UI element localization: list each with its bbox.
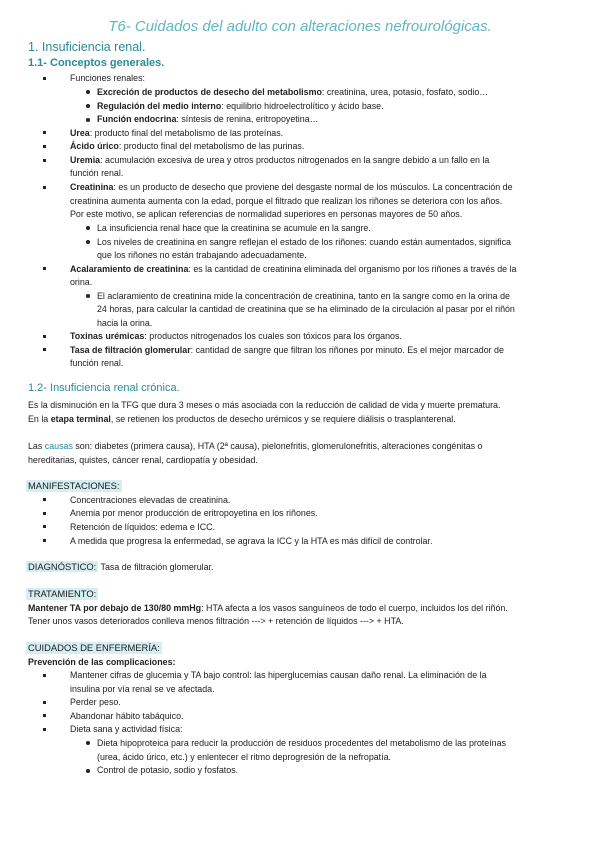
tratamiento-heading: TRATAMIENTO: [28, 588, 97, 599]
creatinina-item-cont: creatinina aumenta aumenta con la edad, porque el filtrado que realizan los riñones se deteriora con los años. [70, 196, 503, 206]
aclaramiento-sub-cont: 24 horas, para calcular la cantidad de creatinina que se ha eliminado de la circulación al pasar por el riñón [97, 304, 515, 314]
tratamiento-paragraph: Mantener TA por debajo de 130/80 mmHg: HTA afecta a los vasos sanguíneos de todo el cuerpo, incluidos los del riñón. [28, 603, 508, 613]
section-heading-1: 1. Insuficiencia renal. [28, 40, 146, 54]
round-bullet-icon [86, 240, 90, 244]
creatinina-sub: La insuficiencia renal hace que la creatinina se acumule en la sangre. [97, 223, 371, 233]
aclaramiento-sub: El aclaramiento de creatinina mide la concentración de creatinina, tanto en la sangre como en la orina de [97, 291, 510, 301]
list-item: Regulación del medio interno: equilibrio hidroelectrolítico y ácido base. [97, 101, 384, 111]
square-bullet-icon [43, 77, 46, 80]
square-bullet-icon [43, 674, 46, 677]
uremia-item-cont: función renal. [70, 168, 124, 178]
list-subitem: Dieta hipoproteica para reducir la producción de residuos procedentes del metabolismo de las proteínas [97, 738, 506, 748]
list-item: Excreción de productos de desecho del metabolismo: creatinina, urea, potasio, fosfato, sodio… [97, 87, 489, 97]
square-bullet-icon [43, 539, 46, 542]
square-bullet-icon [43, 186, 46, 189]
list-subitem: Control de potasio, sodio y fosfatos. [97, 765, 239, 775]
square-bullet-icon [43, 728, 46, 731]
funciones-label: Funciones renales: [70, 73, 145, 83]
irc-paragraph: Es la disminución en la TFG que dura 3 meses o más asociada con la reducción de calidad de vida y muerte prematura. [28, 400, 501, 410]
diagnostico-heading: DIAGNÓSTICO: [28, 561, 97, 572]
irc-paragraph-cont: En la etapa terminal, se retienen los productos de desecho urémicos y se requiere diálisis o trasplanterenal. [28, 414, 456, 424]
round-bullet-icon [86, 769, 90, 773]
creatinina-item: Creatinina: es un producto de desecho que proviene del desgaste normal de los músculos. La concentración de [70, 182, 513, 192]
tasa-item-cont: función renal. [70, 358, 124, 368]
manifestaciones-heading: MANIFESTACIONES: [28, 480, 120, 491]
list-item: Concentraciones elevadas de creatinina. [70, 495, 231, 505]
round-bullet-icon [86, 118, 90, 122]
uremia-item: Uremia: acumulación excesiva de urea y otros productos nitrogenados en la sangre debido a un fallo en la [70, 155, 490, 165]
page-title: T6- Cuidados del adulto con alteraciones nefrourológicas. [108, 18, 492, 35]
square-bullet-icon [43, 525, 46, 528]
urea-item: Urea: producto final del metabolismo de las proteínas. [70, 128, 284, 138]
toxinas-item: Toxinas urémicas: productos nitrogenados los cuales son tóxicos para los órganos. [70, 331, 402, 341]
list-item: Mantener cifras de glucemia y TA bajo control: las hiperglucemias causan daño renal. La eliminación de la [70, 670, 487, 680]
causas-paragraph: Las causas son: diabetes (primera causa), HTA (2ª causa), pielonefritis, glomerulonefritis, alteraciones congénitas o [28, 441, 483, 451]
list-item-cont: insulina por vía renal se ve afectada. [70, 684, 215, 694]
round-bullet-icon [86, 741, 90, 745]
square-bullet-icon [43, 498, 46, 501]
section-heading-1-1: 1.1- Conceptos generales. [28, 57, 165, 69]
square-bullet-icon [43, 159, 46, 162]
square-bullet-icon [43, 131, 46, 134]
list-item: Retención de líquidos: edema e ICC. [70, 522, 216, 532]
list-item: A medida que progresa la enfermedad, se agrava la ICC y la HTA es más difícil de controlar. [70, 536, 433, 546]
aclaramiento-item: Acalaramiento de creatinina: es la cantidad de creatinina eliminada del organismo por los riñones a través de la [70, 264, 517, 274]
aclaramiento-item-cont: orina. [70, 277, 93, 287]
round-bullet-icon [86, 294, 90, 298]
list-item: Abandonar hábito tabáquico. [70, 711, 184, 721]
tratamiento-paragraph-cont: Tener unos vasos deteriorados conlleva menos filtración ---> + retención de líquidos ---> + HTA. [28, 616, 404, 626]
aclaramiento-sub-cont: hacia la orina. [97, 318, 153, 328]
list-item: Función endocrina: síntesis de renina, eritropoyetina… [97, 114, 319, 124]
square-bullet-icon [43, 335, 46, 338]
creatinina-item-cont: Por este motivo, se aplican referencias de normalidad superiores en personas mayores de 50 años. [70, 209, 463, 219]
square-bullet-icon [43, 512, 46, 515]
square-bullet-icon [43, 267, 46, 270]
square-bullet-icon [43, 714, 46, 717]
list-item: Anemia por menor producción de eritropoyetina en los riñones. [70, 508, 318, 518]
list-subitem-cont: (urea, ácido úrico, etc.) y enlentecer el ritmo deprogresión de la nefropatía. [97, 752, 392, 762]
creatinina-sub-cont: que los riñones no están trabajando adecuadamente. [97, 250, 307, 260]
square-bullet-icon [43, 348, 46, 351]
tasa-item: Tasa de filtración glomerular: cantidad de sangre que filtran los riñones por minuto. Es el mejor marcador de [70, 345, 504, 355]
acido-urico-item: Ácido úrico: producto final del metabolismo de las purinas. [70, 141, 305, 151]
cuidados-heading: CUIDADOS DE ENFERMERÍA: [28, 642, 160, 653]
section-heading-1-2: 1.2- Insuficiencia renal crónica. [28, 382, 180, 394]
cuidados-subheading: Prevención de las complicaciones: [28, 657, 176, 667]
round-bullet-icon [86, 90, 90, 94]
diagnostico-line: DIAGNÓSTICO: Tasa de filtración glomerular. [28, 561, 214, 572]
round-bullet-icon [86, 104, 90, 108]
creatinina-sub: Los niveles de creatinina en sangre reflejan el estado de los riñones: cuando están aumentados, significa [97, 237, 511, 247]
square-bullet-icon [43, 701, 46, 704]
causas-paragraph-cont: hereditarias, quistes, cáncer renal, cardiopatía y obesidad. [28, 455, 258, 465]
square-bullet-icon [43, 145, 46, 148]
list-item: Perder peso. [70, 697, 121, 707]
round-bullet-icon [86, 226, 90, 230]
list-item: Dieta sana y actividad física: [70, 724, 183, 734]
